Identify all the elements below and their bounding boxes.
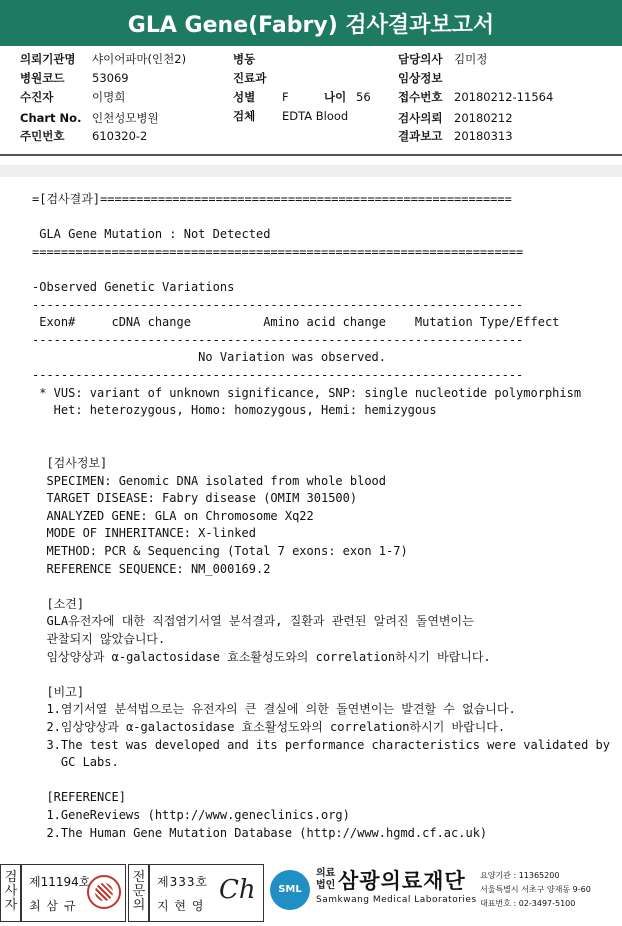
info-row xyxy=(20,127,64,145)
report-line: [비고] xyxy=(32,684,85,699)
report-line: -------------------------------------------------------------------- xyxy=(32,297,524,312)
info-value: 20180212 xyxy=(454,111,513,125)
report-line: -Observed Genetic Variations xyxy=(32,280,235,294)
info-value: 20180313 xyxy=(454,129,513,143)
reviewer-box xyxy=(148,864,264,922)
signature: Ch xyxy=(219,875,256,905)
info-value: F xyxy=(282,90,289,104)
report-title: GLA Gene(Fabry) 검사결과보고서 xyxy=(0,0,622,46)
reviewer-name: 최 삼 규 xyxy=(29,899,77,913)
reviewer-license: 제11194호 xyxy=(29,875,91,889)
info-label: 성별 xyxy=(233,90,256,104)
info-value: 샤이어파마(인천2) xyxy=(92,52,187,66)
info-label: Chart No. xyxy=(20,111,82,125)
info-label: 병동 xyxy=(233,52,256,66)
report-line: TARGET DISEASE: Fabry disease (OMIM 301500) xyxy=(32,491,358,506)
reviewer-name: 지 현 영 xyxy=(157,899,205,913)
org-address: 서울특별시 서초구 양재동 9-60 xyxy=(480,885,591,894)
report-line: =[검사결과]========================================================= xyxy=(32,192,512,206)
info-value: 김미정 xyxy=(454,52,488,66)
report-line: ==================================================================== xyxy=(32,244,524,259)
report-line: Exon# cDNA change Amino acid change Mutation Type/Effect xyxy=(32,315,560,330)
info-label: 수진자 xyxy=(20,90,54,104)
reviewer-license: 제333호 xyxy=(157,875,209,889)
org-prefix-top: 의료 xyxy=(316,868,336,879)
info-label: 담당의사 xyxy=(398,52,443,66)
report-line: No Variation was observed. xyxy=(32,350,387,365)
reviewer-role-box xyxy=(128,864,150,922)
info-label: 검사의뢰 xyxy=(398,111,443,125)
report-line: [검사정보] xyxy=(32,456,108,470)
report-line: SPECIMEN: Genomic DNA isolated from whole blood xyxy=(32,473,387,488)
seal-pattern xyxy=(95,883,113,901)
report-line: 2.The Human Gene Mutation Database (http://www.hgmd.cf.ac.uk) xyxy=(32,825,488,840)
report-line: * VUS: variant of unknown significance, SNP: single nucleotide polymorphism xyxy=(32,385,582,400)
report-line: 1.GeneReviews (http://www.geneclinics.org) xyxy=(32,808,350,822)
report-line: 3.The test was developed and its performance characteristics were validated by xyxy=(32,737,610,752)
report-line: 2.임상양상과 α-galactosidase 효소활성도와의 correlation하시기 바랍니다. xyxy=(32,720,506,734)
report-line: ANALYZED GENE: GLA on Chromosome Xq22 xyxy=(32,508,314,523)
info-row xyxy=(20,109,81,127)
org-code: 요양기관 : 11365200 xyxy=(480,871,560,880)
info-row xyxy=(20,88,53,106)
report-line: METHOD: PCR & Sequencing (Total 7 exons: exon 1-7) xyxy=(32,544,408,558)
reviewer-role: 전 문 의 xyxy=(132,870,146,913)
reviewer-role-box xyxy=(0,864,22,922)
seal-stamp xyxy=(87,875,121,909)
info-value: 이명희 xyxy=(92,90,126,104)
reviewer-role: 검 사 자 xyxy=(4,870,18,913)
org-name-en: Samkwang Medical Laboratories xyxy=(316,895,477,905)
info-label: 의뢰기관명 xyxy=(20,52,76,66)
info-value: 610320-2 xyxy=(92,129,148,143)
info-label: 접수번호 xyxy=(398,90,443,104)
info-label: 결과보고 xyxy=(398,129,443,143)
info-label: 주민번호 xyxy=(20,129,65,143)
info-value: 53069 xyxy=(92,71,129,85)
report-line: REFERENCE SEQUENCE: NM_000169.2 xyxy=(32,561,271,576)
info-row xyxy=(20,69,64,87)
report-line: GLA Gene Mutation : Not Detected xyxy=(32,227,271,242)
report-line: 관찰되지 않았습니다. xyxy=(32,632,166,646)
info-value: 20180212-11564 xyxy=(454,90,554,104)
info-label: 임상정보 xyxy=(398,71,443,85)
report-line: -------------------------------------------------------------------- xyxy=(32,332,524,347)
org-logo: SML xyxy=(270,870,310,910)
divider xyxy=(0,154,622,156)
report-line: Het: heterozygous, Homo: homozygous, Hemi: hemizygous xyxy=(32,403,437,418)
report-line: GC Labs. xyxy=(32,755,119,770)
report-line: [REFERENCE] xyxy=(32,790,126,805)
info-value: EDTA Blood xyxy=(282,109,349,123)
info-label: 진료과 xyxy=(233,71,267,85)
report-line: 임상양상과 α-galactosidase 효소활성도와의 correlation하시기 바랍니다. xyxy=(32,649,491,664)
report-line: -------------------------------------------------------------------- xyxy=(32,368,524,382)
org-name: 삼광의료재단 xyxy=(338,869,466,893)
report-line: [소견] xyxy=(32,596,85,611)
report-line: MODE OF INHERITANCE: X-linked xyxy=(32,526,256,541)
info-label: 검체 xyxy=(233,109,256,123)
divider-band xyxy=(0,165,622,177)
footer xyxy=(0,862,622,926)
info-value: 인천성모병원 xyxy=(92,111,159,125)
report-line: 1.염기서열 분석법으로는 유전자의 큰 결실에 의한 돌연변이는 발견할 수 없습니다. xyxy=(32,702,516,717)
info-label: 나이 xyxy=(324,90,347,104)
info-label: 병원코드 xyxy=(20,71,65,85)
org-prefix-bottom: 법인 xyxy=(316,880,336,891)
info-row xyxy=(20,50,76,68)
patient-info xyxy=(0,50,622,152)
report-line: GLA유전자에 대한 직접염기서열 분석결과, 질환과 관련된 알려진 돌연변이는 xyxy=(32,614,474,629)
info-value: 56 xyxy=(356,90,371,104)
org-phone: 대표번호 : 02-3497-5100 xyxy=(480,899,576,908)
reviewer-box xyxy=(20,864,126,922)
